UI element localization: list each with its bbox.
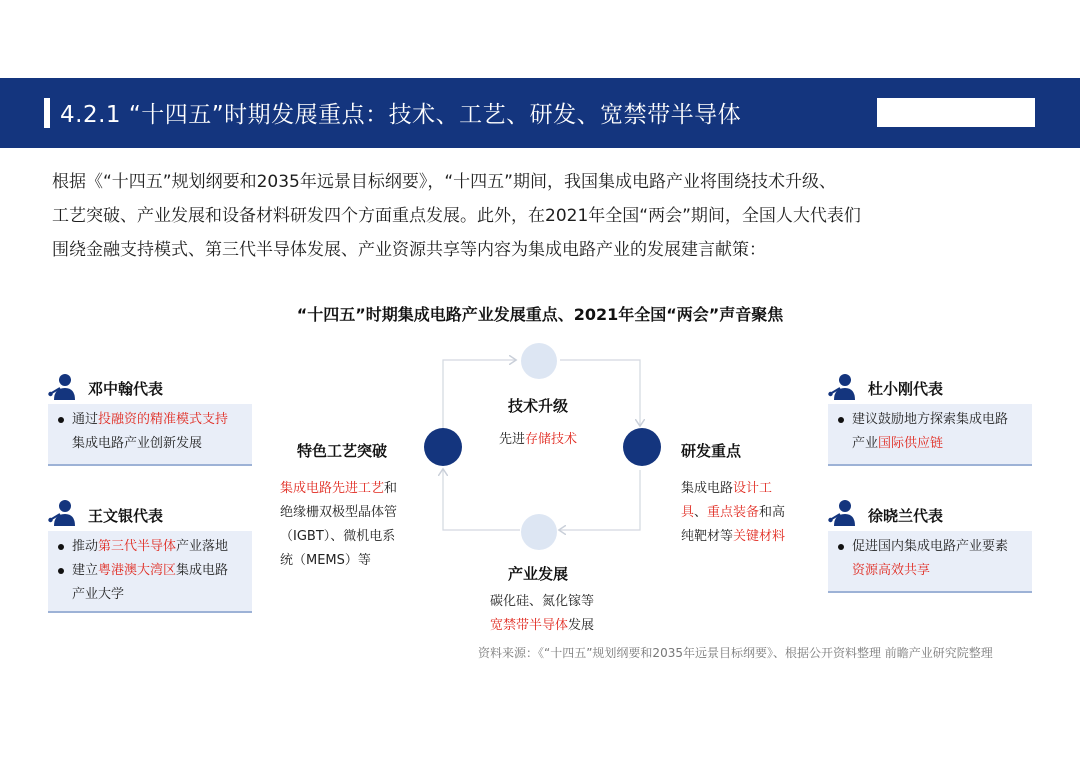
representative-icon	[828, 498, 856, 528]
node-text-rd: 集成电路设计工 具、重点装备和高 纯靶材等关键材料	[681, 481, 786, 544]
list-item-cont: 集成电路产业创新发展	[72, 436, 203, 451]
rep-box-wang	[48, 531, 252, 613]
node-text-industry: 碳化硅、氮化镓等 宽禁带半导体发展	[490, 594, 595, 633]
rep-box-xu	[828, 531, 1032, 593]
list-item: 建议鼓励地方探索集成电路	[838, 408, 1022, 432]
source-note: 资料来源：《“十四五”规划纲要和2035年远景目标纲要》、根据公开资料整理 前瞻产业研究院整理	[478, 646, 993, 660]
node-text-tech: 先进存储技术	[499, 432, 578, 447]
diagram-title: “十四五”时期集成电路产业发展重点、2021年全国“两会”声音聚焦	[296, 305, 784, 324]
list-item: 推动第三代半导体产业落地	[58, 535, 242, 559]
node-title-process: 特色工艺突破	[297, 442, 388, 460]
list-item-cont: 产业国际供应链	[852, 436, 944, 451]
rep-name-xu: 徐晓兰代表	[868, 507, 944, 525]
node-dot-industry	[521, 514, 557, 550]
rep-box-du	[828, 404, 1032, 466]
intro-line: 工艺突破、产业发展和设备材料研发四个方面重点发展。此外，在2021年全国“两会”期间，全国人大代表们	[52, 206, 861, 226]
list-item: 促进国内集成电路产业要素	[838, 535, 1022, 559]
node-dot-tech	[521, 343, 557, 379]
node-dot-rd	[623, 428, 661, 466]
rep-box-deng	[48, 404, 252, 466]
connector-left-top	[443, 360, 515, 430]
connector-bottom-left	[443, 470, 520, 530]
node-dot-process	[424, 428, 462, 466]
connector-top-right	[560, 360, 640, 425]
list-item-cont: 资源高效共享	[852, 563, 931, 578]
representative-icon	[48, 498, 76, 528]
page-title: 4.2.1 “十四五”时期发展重点：技术、工艺、研发、宽禁带半导体	[60, 102, 742, 128]
intro-line: 根据《“十四五”规划纲要和2035年远景目标纲要》，“十四五”期间，我国集成电路产业将围绕技术升级、	[52, 172, 836, 192]
representative-icon	[48, 372, 76, 402]
node-title-rd: 研发重点	[681, 442, 742, 460]
node-text-process: 集成电路先进工艺和 绝缘栅双极型晶体管 （IGBT）、微机电系 统（MEMS）等	[280, 481, 398, 568]
rep-name-wang: 王文银代表	[88, 507, 164, 525]
representative-icon	[828, 372, 856, 402]
rep-name-du: 杜小刚代表	[868, 380, 944, 398]
list-item: 通过投融资的精准模式支持	[58, 408, 242, 432]
intro-line: 围绕金融支持模式、第三代半导体发展、产业资源共享等内容为集成电路产业的发展建言献策：	[52, 240, 766, 260]
connector-right-bottom	[560, 470, 640, 530]
rep-name-deng: 邓中翰代表	[88, 380, 164, 398]
node-title-industry: 产业发展	[508, 565, 569, 583]
list-item-cont: 产业大学	[72, 587, 125, 602]
node-title-tech: 技术升级	[508, 397, 569, 415]
list-item: 建立粤港澳大湾区集成电路	[58, 559, 242, 583]
